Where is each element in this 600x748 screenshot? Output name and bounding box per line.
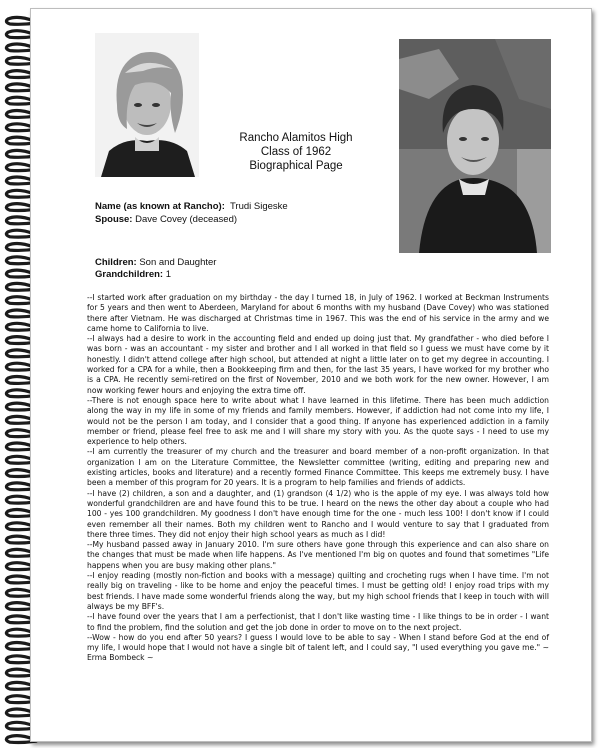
children-label: Children:	[95, 257, 137, 268]
grandchildren-label: Grandchildren:	[95, 269, 164, 280]
spouse-field	[95, 214, 237, 225]
name-label: Name (as known at Rancho):	[95, 201, 225, 212]
paragraph: --There is not enough space here to write about what I have learned in this lifetime. There has been much addiction along the way in my life in some of my friends and family members. However, if addiction had not come into my life, I would not be the person I am today, and I consider that a good thing. If anyone has experienced addiction in a family member or friend, please feel free to ask me and I will share my story with you. As the quote says - I need to use my experience to help others.	[87, 395, 549, 447]
page-title: Biographical Page	[249, 160, 343, 172]
spouse-value: Dave Covey (deceased)	[135, 214, 238, 225]
class-year: Class of 1962	[260, 146, 332, 158]
recent-portrait-icon	[399, 39, 551, 253]
children-value: Son and Daughter	[139, 257, 217, 268]
name-field	[95, 201, 288, 212]
recent-photo	[399, 39, 551, 253]
page-heading	[211, 131, 381, 173]
school-name: Rancho Alamitos High	[239, 132, 353, 144]
paragraph: --My husband passed away in January 2010. I'm sure others have gone through this experience and can also share on the changes that must be made when life happens. As I've mentioned I'm big on quotes and found that sometimes "Life happens when you are busy making other plans."	[87, 540, 549, 570]
paragraph: --I started work after graduation on my birthday - the day I turned 18, in July of 1962. I worked at Beckman Instruments for 5 years and then went to Aberdeen, Maryland for about 6 months with my husband (Dave Covey) who was stationed there after Vietnam. He was discharged at Christmas time in 1967. This was the end of his service in the army and we came home to California to live.	[87, 293, 549, 333]
grandchildren-field	[95, 269, 171, 280]
paragraph: --Wow - how do you end after 50 years? I guess I would love to be able to say - When I stand before God at the end of my life, I would hope that I would not have a single bit of talent left, and I could say, "I used everything you gave me." ~ Erma Bombeck ~	[87, 632, 549, 663]
paragraph: --I am currently the treasurer of my church and the treasurer and board member of a non-profit organization. In that organization I am on the Literature Committee, the Newsletter committee (writing, editing and preparing new and existing articles, books and literature) and a recently formed Finance Committee. This keeps me extremely busy. I have been a member of this program for 20 years. It is a program to help families and friends of addicts.	[87, 447, 549, 488]
paragraph: --I have (2) children, a son and a daughter, and (1) grandson (4 1/2) who is the apple of my eye. I was always told how wonderful grandchildren are and have found this to be true. I heard on the news the other day about a couple who had 100 - yes 100 grandchildren. My goodness I don't have enough time for the one - much less 100! I don't know if I could even remember all their names. Both my children went to Rancho and I would venture to say that I graduated from there three times. They did not enjoy their high school years as much as I did!	[87, 488, 549, 539]
biography-text	[87, 293, 549, 664]
paragraph: --I enjoy reading (mostly non-fiction and books with a message) quilting and crocheting rugs when I have time. I'm not really big on traveling - like to be home and enjoy the peaceful times. I must be getting old! I enjoy road trips with my best friends. I have made some wonderful friends along the way, but my high school friends that I keep in touch with will always be my BFF's.	[87, 571, 549, 611]
paragraph: --I have found over the years that I am a perfectionist, that I don't like wasting time - I like things to be in order - I want to find the problem, find the solution and get the job done in order to move on to the next project.	[87, 612, 549, 632]
paragraph: --I always had a desire to work in the accounting field and ended up doing just that. My grandfather - who died before I was born - was an accountant - my sister and brother and I all worked in that field so I guess we must have come by it honestly. I didn't attend college after high school, but attended at night a little later on to get my degree in accounting. I worked for a CPA for a while, then a Bookkeeping firm and then, for the last 35 years, I have worked for my brother who is a CPA. He recently semi-retired on the first of November, 2010 and we both work for the new owner. However, I am now working fewer hours and enjoying the extra time off.	[87, 334, 549, 395]
name-value: Trudi Sigeske	[229, 201, 288, 212]
biography-page	[30, 8, 592, 742]
children-field	[95, 257, 216, 268]
spouse-label: Spouse:	[95, 214, 133, 225]
grandchildren-value: 1	[165, 269, 172, 280]
yearbook-portrait-icon	[95, 33, 199, 177]
yearbook-photo	[95, 33, 199, 177]
